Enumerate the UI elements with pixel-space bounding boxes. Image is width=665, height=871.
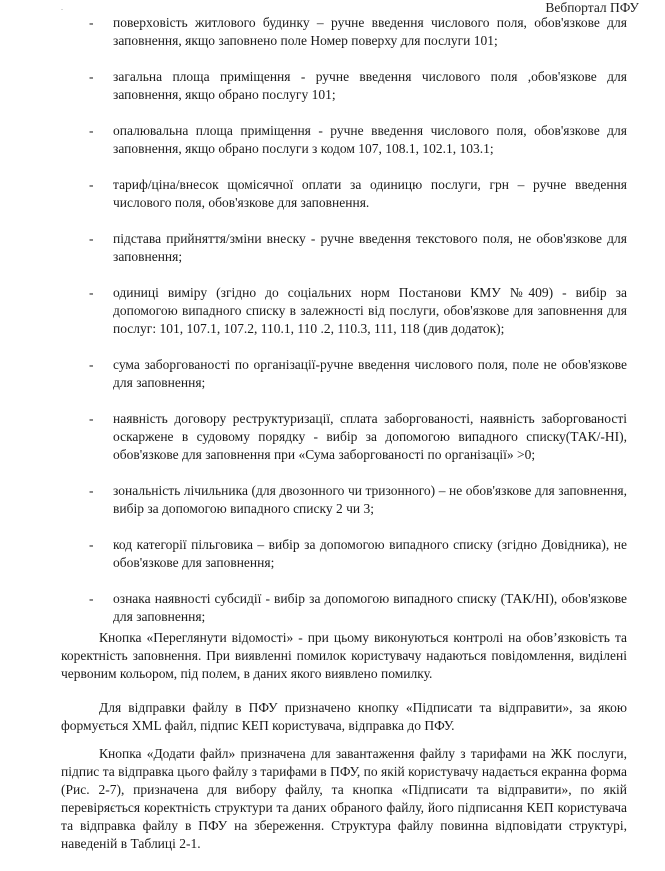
- list-item: [89, 410, 627, 464]
- list-item: [89, 536, 627, 572]
- list-item-text: опалювальна площа приміщення - ручне введення числового поля, обов'язкове для заповнення, якщо обрано послуги з кодом 107, 108.1, 102.1, 103.1;: [113, 123, 627, 156]
- bullet-dash: -: [89, 285, 94, 300]
- corner-mark: .: [61, 3, 63, 12]
- list-item-text: сума заборгованості по організації-ручне введення числового поля, поле не обов'язкове для заповнення;: [113, 357, 627, 390]
- list-item-text: загальна площа приміщення - ручне введення числового поля ,обов'язкове для заповнення, якщо обрано послугу 101;: [113, 69, 627, 102]
- paragraph-text: Кнопка «Переглянути відомості» - при цьому виконуються контролі на обов’язковість та коректність заповнення. При виявленні помилок користувачу надаються повідомлення, виділені червоним кольором, під полем, в даних якого виявлено помилку.: [61, 630, 627, 681]
- list-item: [89, 482, 627, 518]
- list-item: [89, 230, 627, 266]
- list-item: [89, 356, 627, 392]
- bullet-dash: -: [89, 123, 94, 138]
- list-item-text: зональність лічильника (для двозонного чи тризонного) – не обов'язкове для заповнення, вибір за допомогою випадного списку 2 чи 3;: [113, 483, 627, 516]
- list-item-text: одиниці виміру (згідно до соціальних норм Постанови КМУ №409) - вибір за допомогою випадного списку в залежності від послуги, обов'язкове для заповнення для послуг: 101, 107.1, 107.2, 110.1, 110 .2, 110.3, 111, 118 (див додаток);: [113, 285, 627, 336]
- paragraph-view-button: [61, 629, 627, 683]
- bullet-dash: -: [89, 483, 94, 498]
- paragraph-add-file: [61, 745, 627, 853]
- list-item-text: підстава прийняття/зміни внеску - ручне введення текстового поля, не обов'язкове для заповнення;: [113, 231, 627, 264]
- bullet-dash: -: [89, 357, 94, 372]
- list-item: [89, 68, 627, 104]
- paragraph-sign-send: [61, 699, 627, 735]
- list-item: [89, 14, 627, 50]
- list-item: [89, 122, 627, 158]
- paragraph-text: Для відправки файлу в ПФУ призначено кнопку «Підписати та відправити», за якою формується XML файл, підпис КЕП користувача, відправка до ПФУ.: [61, 700, 627, 733]
- list-item-text: наявність договору реструктуризації, сплата заборгованості, наявність заборгованості оскаржене в судовому порядку - вибір за допомогою випадного списку(ТАК/-НІ), обов'язкове для заповнення при «Сума заборгованості по організації» >0;: [113, 411, 627, 462]
- bullet-dash: -: [89, 411, 94, 426]
- bullet-dash: -: [89, 591, 94, 606]
- bullet-dash: -: [89, 177, 94, 192]
- paragraph-text: Кнопка «Додати файл» призначена для завантаження файлу з тарифами на ЖК послуги, підпис та відправка цього файлу з тарифами в ПФУ, по якій користувачу надається екранна форма (Рис. 2-7), призначена для вибору файлу, та кнопка «Підписати та відправити», по якій перевіряється коректність структури та даних обраного файлу, його підписання КЕП користувача та відправка файлу в ПФУ на збереження. Структура файлу повинна відповідати структурі, наведеній в Таблиці 2-1.: [61, 746, 627, 851]
- list-item-text: тариф/ціна/внесок щомісячної оплати за одиницю послуги, грн – ручне введення числового поля, обов'язкове для заповнення.: [113, 177, 627, 210]
- list-item-text: код категорії пільговика – вибір за допомогою випадного списку (згідно Довідника), не обов'язкове для заповнення;: [113, 537, 627, 570]
- list-item: [89, 590, 627, 626]
- list-item-text: поверхoвість житлового будинку – ручне введення числового поля, обов'язкове для заповнення, якщо заповнено поле Номер поверху для послуги 101;: [113, 15, 627, 48]
- field-description-list: [0, 14, 665, 644]
- page-header-title: Вебпортал ПФУ: [545, 0, 639, 15]
- bullet-dash: -: [89, 231, 94, 246]
- bullet-dash: -: [89, 69, 94, 84]
- bullet-dash: -: [89, 15, 94, 30]
- list-item: [89, 176, 627, 212]
- list-item: [89, 284, 627, 338]
- list-item-text: ознака наявності субсидії - вибір за допомогою випадного списку (ТАК/НІ), обов'язкове для заповнення;: [113, 591, 627, 624]
- bullet-dash: -: [89, 537, 94, 552]
